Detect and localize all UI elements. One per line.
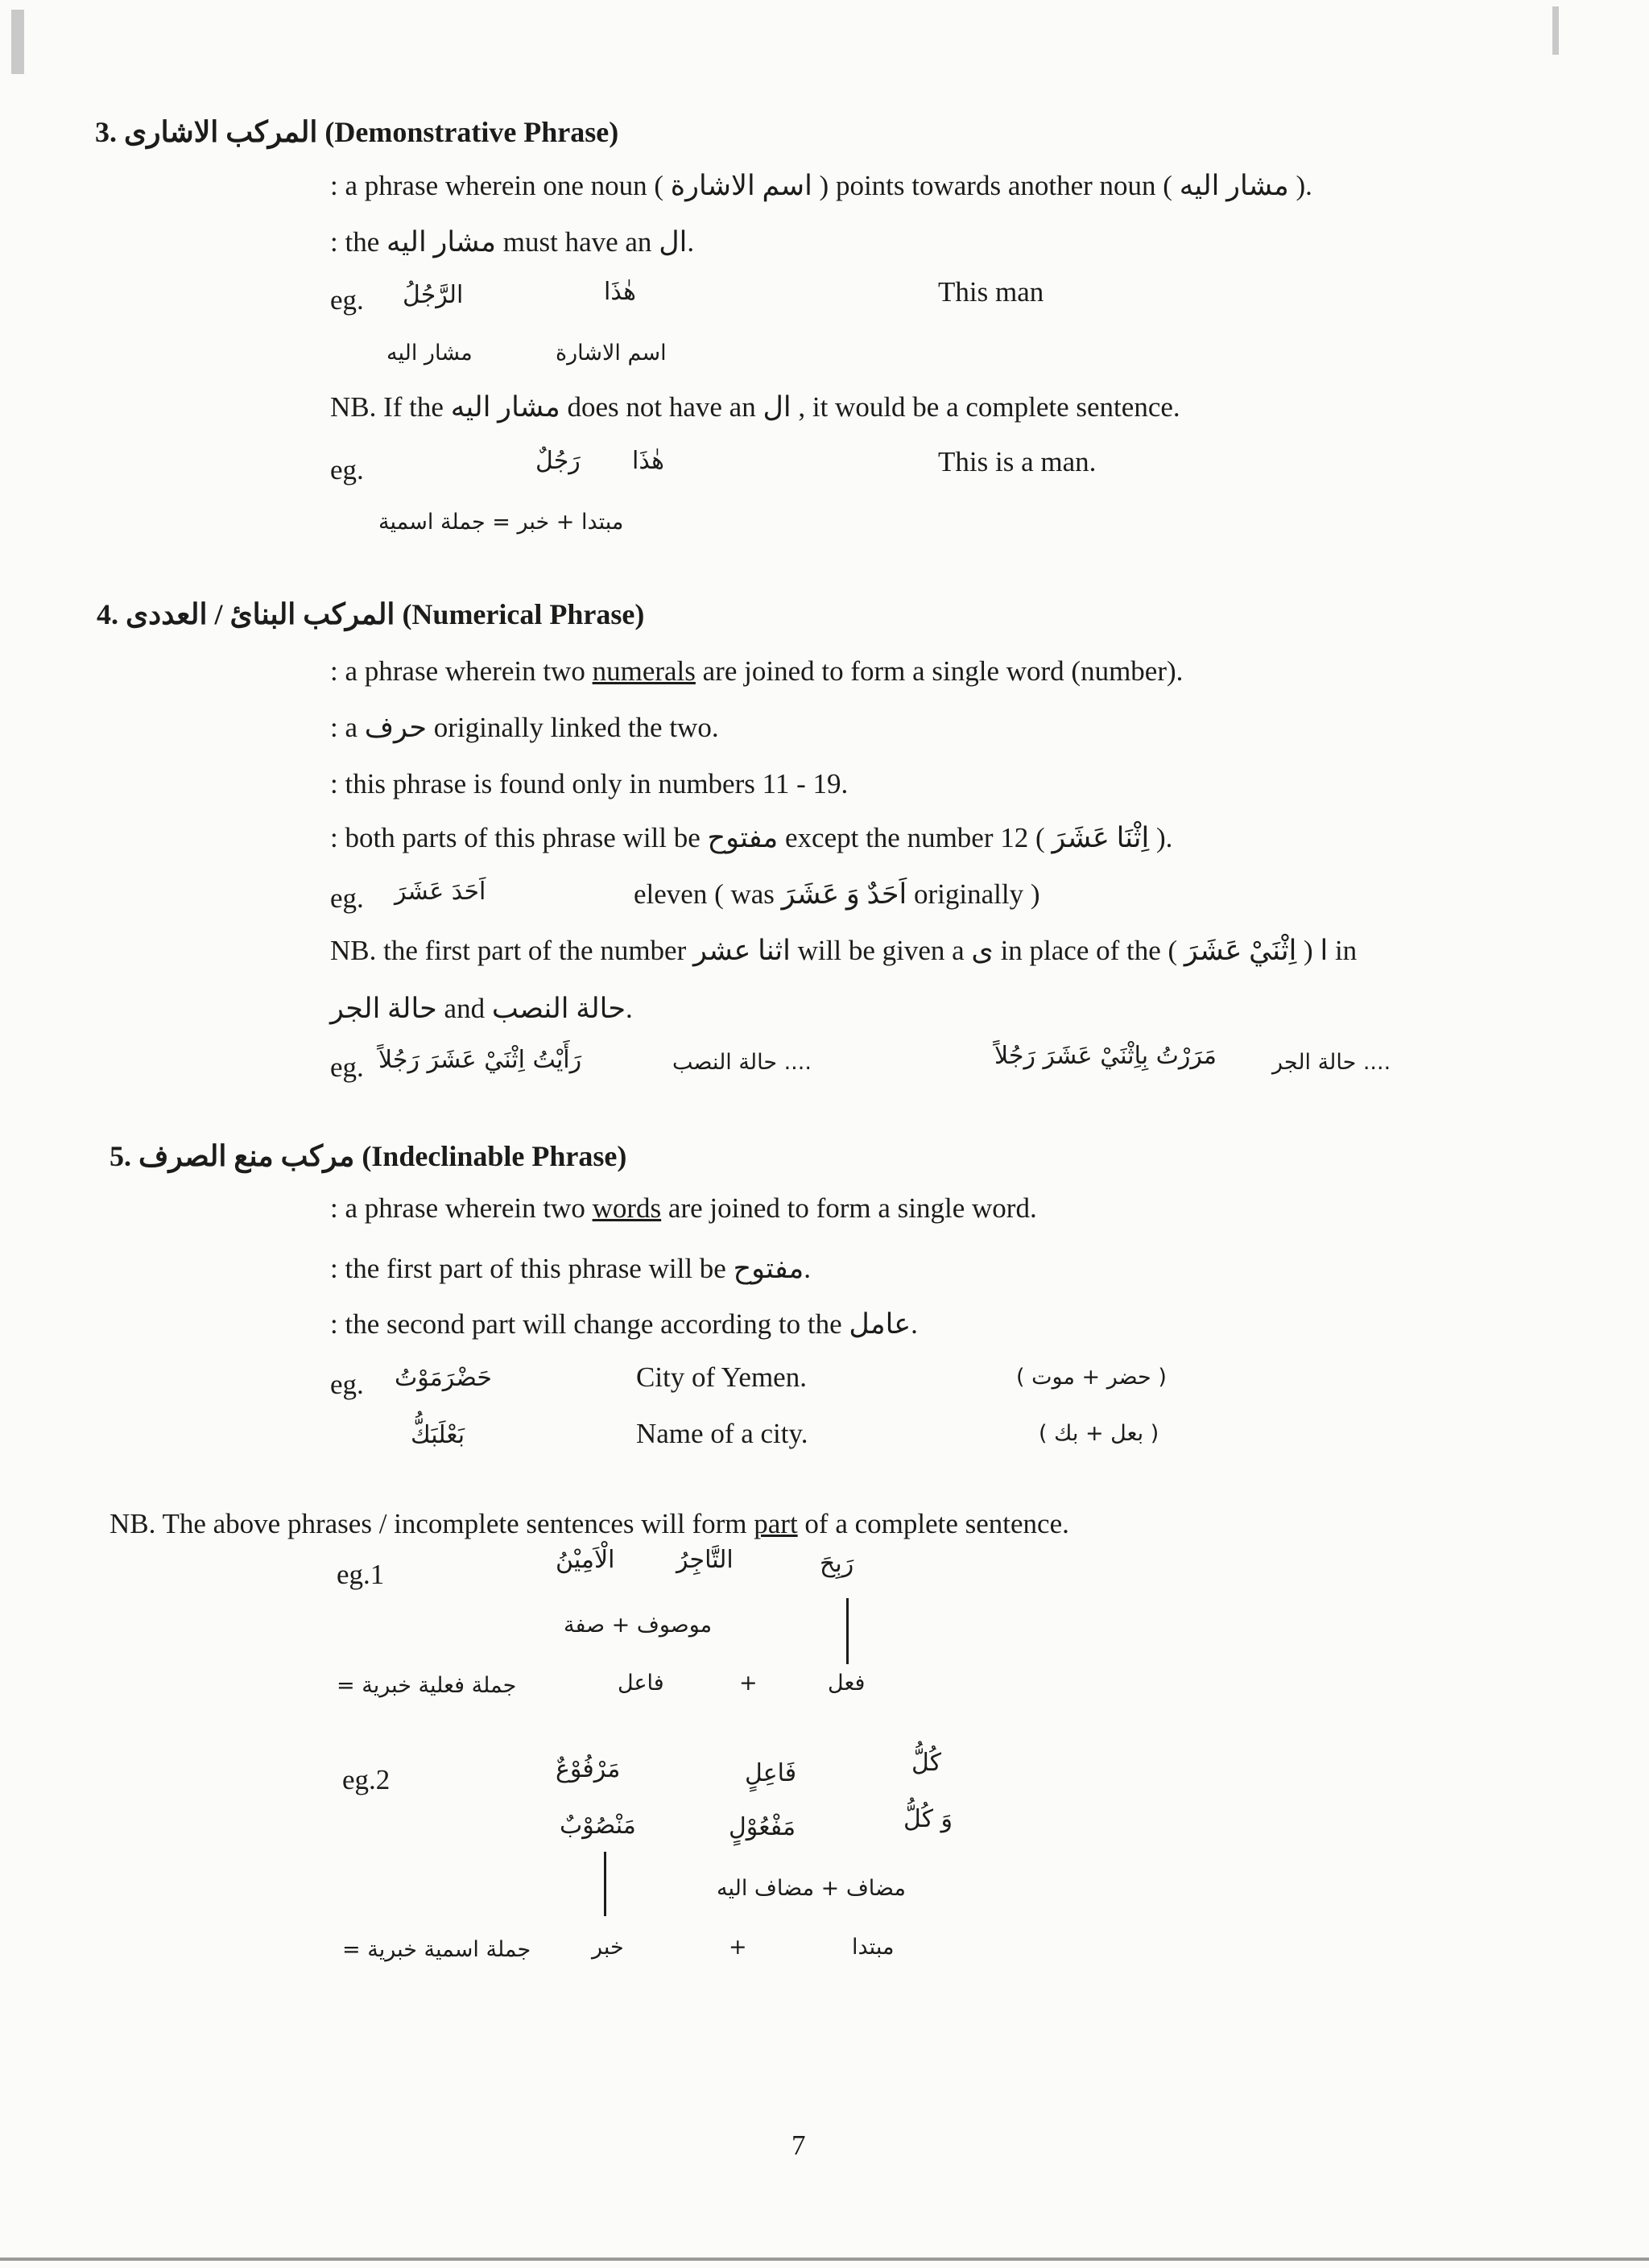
arabic-word: مَفْعُوْلٍ [729, 1813, 796, 1841]
eg-label: eg. [330, 284, 364, 316]
tree-plus: + [739, 1671, 758, 1696]
page-edge [0, 2258, 1649, 2261]
tree-line [846, 1598, 849, 1664]
arabic-gloss: اسم الاشارة [556, 341, 667, 366]
sec4-note: NB. the first part of the number اثنا عشر will be given a ى in place of the ا ( اِثْنَيْ عَشَرَ ) in [330, 935, 1358, 966]
tree-node: مبتدا [852, 1935, 895, 1960]
arabic-word: فَاعِلٍ [745, 1759, 797, 1787]
arabic-word: هٰذَا [632, 447, 664, 475]
eg-label: eg. [330, 882, 364, 914]
result-label: = جملة فعلية خبرية [337, 1673, 517, 1698]
arabic-sentence: رَأَيْتُ اِثْنَيْ عَشَرَ رَجُلاً [378, 1046, 582, 1074]
arabic-word: التَّاجِرُ [676, 1546, 734, 1574]
word-parts: ( حضر + موت ) [1016, 1365, 1167, 1390]
eg-label: eg. [330, 1369, 364, 1400]
result-label: = جملة اسمية خبرية [342, 1937, 531, 1962]
arabic-word: حَضْرَمَوْتُ [395, 1364, 492, 1392]
arabic-word: كُلُّ [911, 1749, 942, 1777]
tree-node: خبر [592, 1935, 624, 1960]
translation: This is a man. [938, 446, 1097, 477]
case-label: حالة النصب .... [672, 1050, 812, 1075]
sec4-rule-1: : a حرف originally linked the two. [330, 712, 719, 743]
translation: City of Yemen. [636, 1361, 807, 1393]
sec4-note-cont: حالة الجر and حالة النصب. [330, 993, 633, 1024]
eg-label: eg. [330, 1051, 364, 1083]
eg1-label: eg.1 [337, 1559, 385, 1590]
arabic-sentence: مَرَرْتُ بِاِثْنَيْ عَشَرَ رَجُلاً [994, 1042, 1217, 1070]
arabic-word: رَجُلٌ [535, 447, 581, 475]
sec5-rule-1: : the first part of this phrase will be مفتوح. [330, 1253, 812, 1284]
arabic-word: رَبِحَ [820, 1550, 854, 1578]
arabic-word: مَنْصُوْبٌ [560, 1812, 636, 1840]
eg-label: eg. [330, 454, 364, 485]
sec3-definition: : a phrase wherein one noun ( اسم الاشارة ) points towards another noun ( مشار اليه ). [330, 170, 1312, 201]
case-label: حالة الجر .... [1272, 1050, 1391, 1075]
page-number: 7 [791, 2130, 806, 2161]
translation: Name of a city. [636, 1418, 808, 1449]
section-5-title: 5. مركب منع الصرف (Indeclinable Phrase) [110, 1140, 627, 1172]
arabic-word: مَرْفُوْعٌ [556, 1755, 621, 1783]
translation: This man [938, 276, 1044, 308]
final-note: NB. The above phrases / incomplete sentences will form part of a complete sentence. [110, 1508, 1069, 1539]
sec4-rule-2: : this phrase is found only in numbers 11 - 19. [330, 768, 849, 799]
formula: مبتدا + خبر = جملة اسمية [378, 510, 624, 535]
arabic-word: الْاَمِيْنُ [556, 1546, 615, 1574]
sec4-rule-3: : both parts of this phrase will be مفتوح except the number 12 ( اِثْنَا عَشَرَ ). [330, 822, 1173, 853]
arabic-word: اَحَدَ عَشَرَ [395, 878, 486, 906]
sec4-definition: : a phrase wherein two numerals are joined to form a single word (number). [330, 655, 1184, 687]
tree-line [604, 1852, 606, 1916]
tree-node: فاعل [618, 1671, 664, 1696]
translation: eleven ( was اَحَدٌ وَ عَشَرَ originally ) [634, 878, 1040, 910]
section-3-title: 3. المركب الاشارى (Demonstrative Phrase) [95, 116, 619, 148]
sec3-note: NB. If the مشار اليه does not have an ال , it would be a complete sentence. [330, 391, 1180, 423]
scan-edge-mark [11, 10, 24, 74]
sec5-rule-2: : the second part will change according to the عامل. [330, 1308, 918, 1340]
arabic-word: الرَّجُلُ [403, 281, 464, 309]
tree-node: مضاف + مضاف اليه [717, 1876, 906, 1901]
word-parts: ( بعل + بك ) [1039, 1421, 1159, 1446]
arabic-gloss: مشار اليه [386, 341, 473, 366]
sec5-definition: : a phrase wherein two words are joined to form a single word. [330, 1192, 1037, 1224]
scan-edge-mark [1552, 6, 1559, 55]
eg2-label: eg.2 [342, 1764, 391, 1795]
arabic-word: بَعْلَبَكُّ [411, 1421, 465, 1449]
sec3-rule: : the مشار اليه must have an ال. [330, 226, 695, 258]
tree-node: موصوف + صفة [564, 1613, 713, 1638]
arabic-word: وَ كُلُّ [903, 1805, 953, 1833]
tree-node: فعل [828, 1671, 866, 1696]
tree-plus: + [729, 1935, 747, 1960]
arabic-word: هٰذَا [604, 278, 636, 306]
section-4-title: 4. المركب البنائ / العددى (Numerical Phrase) [97, 598, 645, 630]
